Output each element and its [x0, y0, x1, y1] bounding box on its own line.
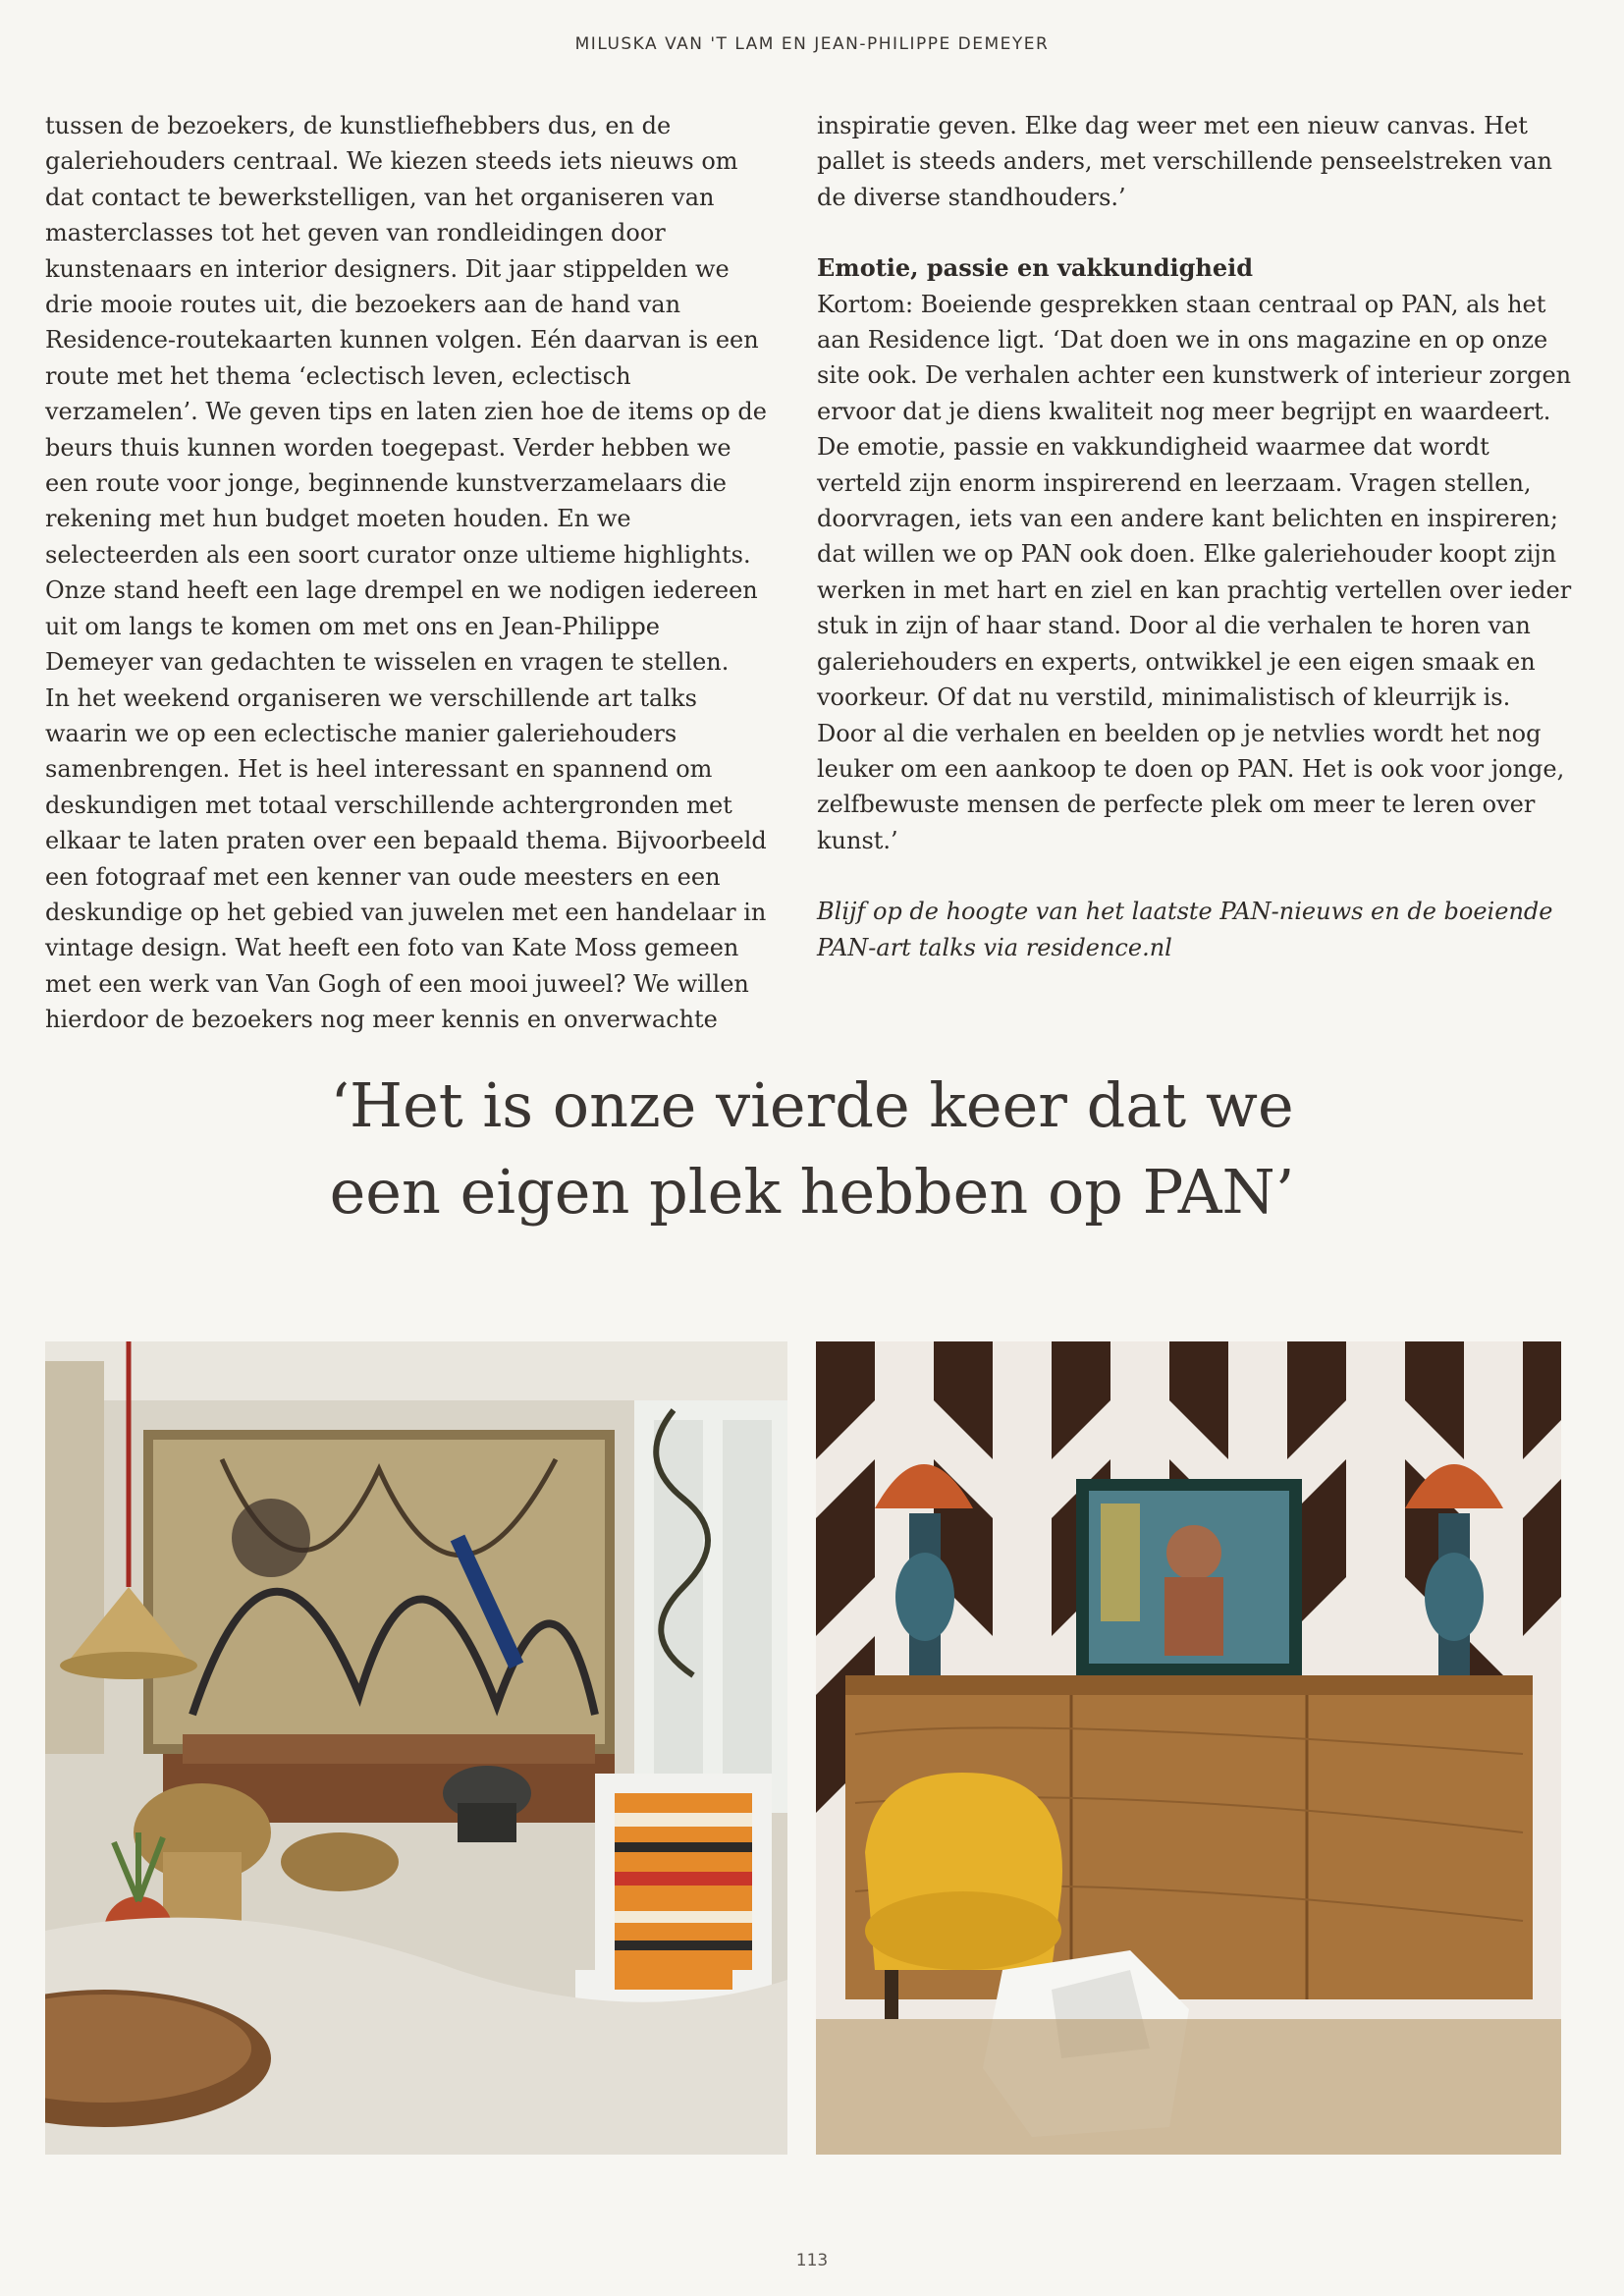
closing-teaser: Blijf op de hoogte van het laatste PAN-nieuws en de boeiende PAN-art talks via residence.nl [817, 898, 1553, 961]
interior-photo [816, 1341, 1561, 2155]
running-head: MILUSKA VAN 'T LAM EN JEAN-PHILIPPE DEMEYER [574, 34, 1050, 54]
section-subheading: Emotie, passie en vakkundigheid [817, 253, 1253, 283]
pull-quote [0, 1063, 1624, 1235]
pull-quote-line: een eigen plek hebben op PAN’ [329, 1156, 1295, 1228]
page-number: 113 [795, 2251, 829, 2270]
pull-quote-line: ‘Het is onze vierde keer dat we [330, 1069, 1294, 1141]
body-paragraph: Kortom: Boeiende gesprekken staan centraal op PAN, als het aan Residence ligt. ‘Dat doen we in ons magazine en op onze site ook. De verhalen achter een kunstwerk of interieur zorgen ervoor dat je diens kwaliteit nog meer begrijpt en waardeert. De emotie, passie en vakkundigheid waarmee dat wordt verteld zijn enorm inspirerend en leerzaam. Vragen stellen, doorvragen, iets van een andere kant belichten en inspireren; dat willen we op PAN ook doen. Elke galeriehouder koopt zijn werken in met hart en ziel en kan prachtig vertellen over ieder stuk in zijn of haar stand. Door al die verhalen te horen van galeriehouders en experts, ontwikkel je een eigen smaak en voorkeur. Of dat nu verstild, minimalistisch of kleurrijk is. Door al die verhalen en beelden op je netvlies wordt het nog leuker om een aankoop te doen op PAN. Het is ook voor jonge, zelfbewuste mensen de perfecte plek om meer te leren over kunst.’ [817, 290, 1572, 854]
article-column-left [45, 108, 770, 1038]
body-paragraph: inspiratie geven. Elke dag weer met een nieuw canvas. Het pallet is steeds anders, met verschillende penseelstreken van de diverse standhouders.’ [817, 112, 1552, 211]
body-paragraph: In het weekend organiseren we verschillende art talks waarin we op een eclectische manier galeriehouders samenbrengen. Het is heel interessant en spannend om deskundigen met totaal verschillende achtergronden met elkaar te laten praten over een bepaald thema. Bijvoorbeeld een fotograaf met een kenner van oude meesters en een deskundige op het gebied van juwelen met een handelaar in vintage design. Wat heeft een foto van Kate Moss gemeen met een werk van Van Gogh of een mooi juweel? We willen hierdoor de bezoekers nog meer kennis en onverwachte [45, 683, 767, 1034]
living-room-photo [45, 1341, 787, 2155]
article-column-right [817, 108, 1573, 965]
body-paragraph: tussen de bezoekers, de kunstliefhebbers dus, en de galeriehouders centraal. We kiezen steeds iets nieuws om dat contact te bewerkstelligen, van het organiseren van masterclasses tot het geven van rondleidingen door kunstenaars en interior designers. Dit jaar stippelden we drie mooie routes uit, die bezoekers aan de hand van Residence-routekaarten kunnen volgen. Eén daarvan is een route met het thema ‘eclectisch leven, eclectisch verzamelen’. We geven tips en laten zien hoe de items op de beurs thuis kunnen worden toegepast. Verder hebben we een route voor jonge, beginnende kunstverzamelaars die rekening met hun budget moeten houden. En we selecteerden als een soort curator onze ultieme highlights. Onze stand heeft een lage drempel en we nodigen iedereen uit om langs te komen om met ons en Jean-Philippe Demeyer van gedachten te wisselen en vragen te stellen. [45, 112, 767, 677]
